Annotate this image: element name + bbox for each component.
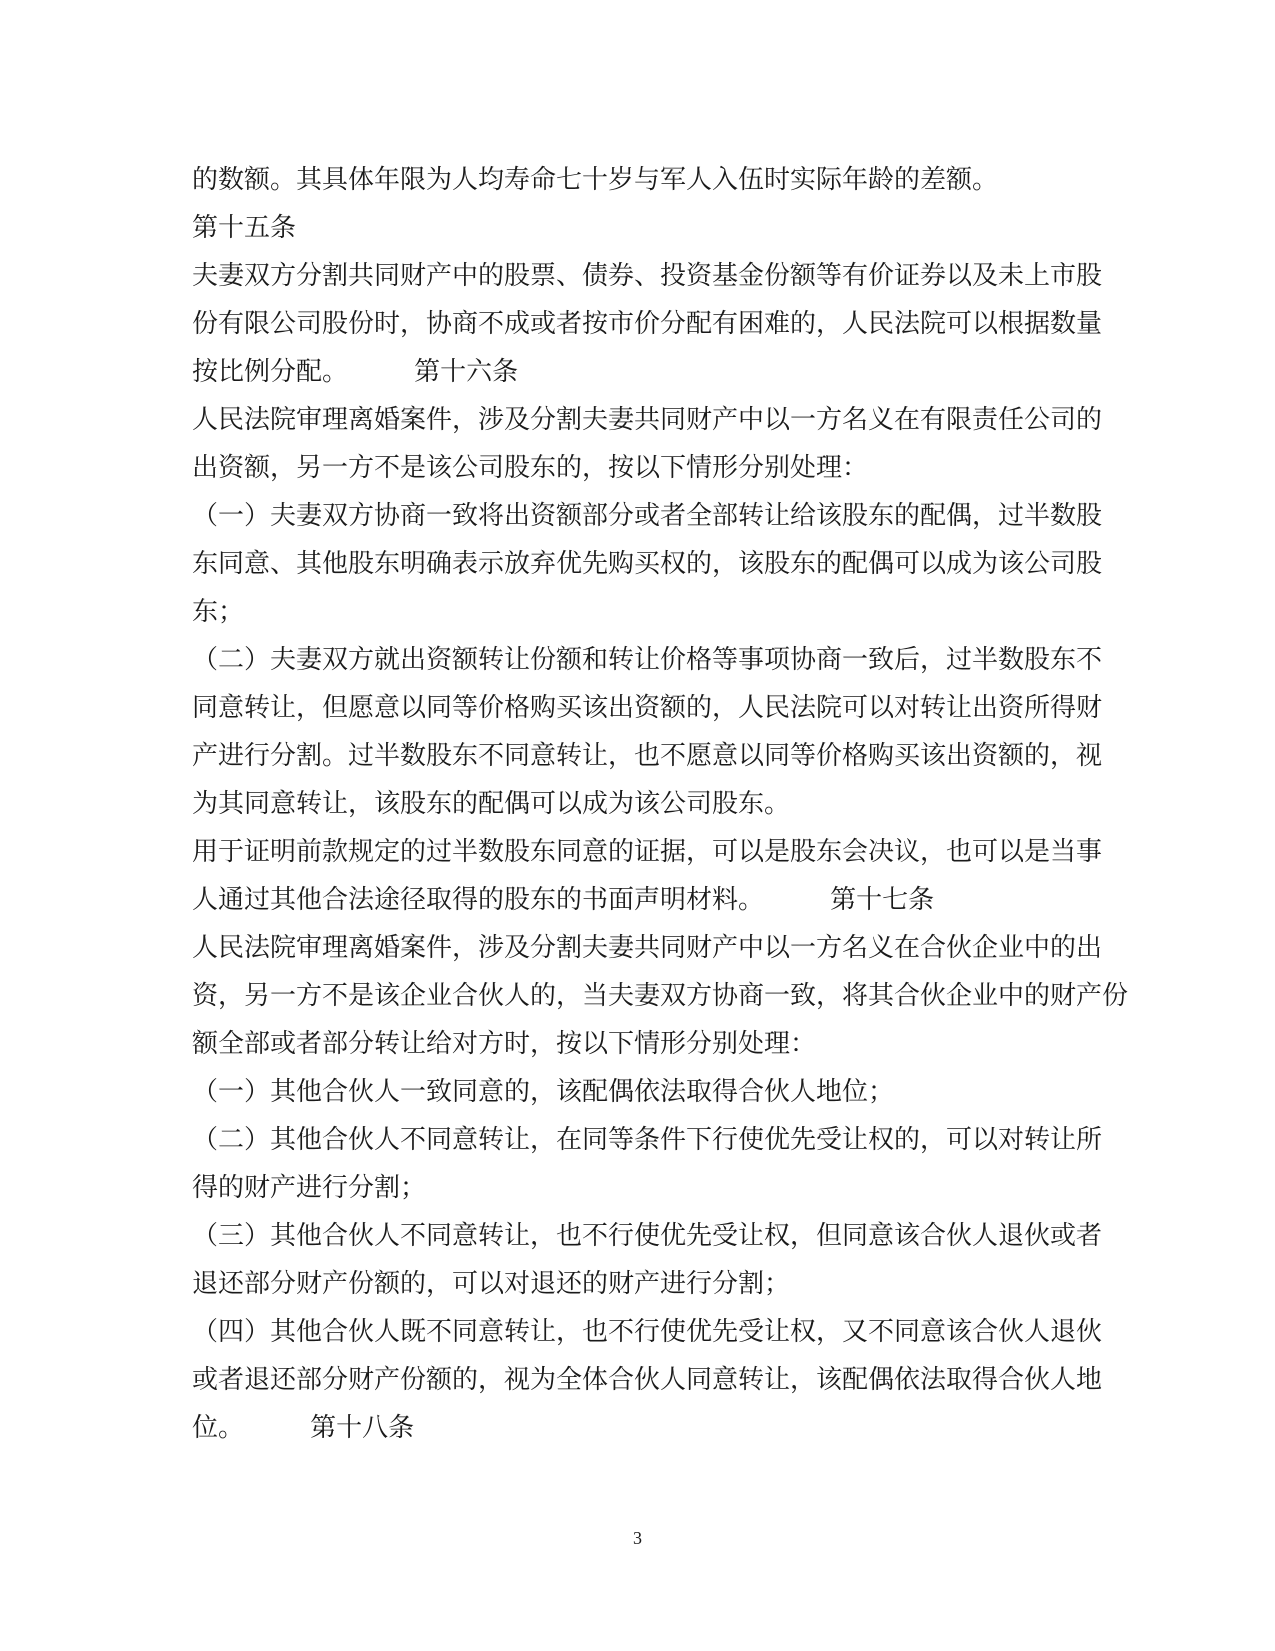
page-number: 3 bbox=[633, 1528, 642, 1548]
document-body bbox=[192, 156, 1129, 1452]
text-line: 为其同意转让，该股东的配偶可以成为该公司股东。 bbox=[192, 789, 791, 819]
text-line: 人民法院审理离婚案件，涉及分割夫妻共同财产中以一方名义在合伙企业中的出 bbox=[192, 933, 1103, 963]
text-line: 或者退还部分财产份额的，视为全体合伙人同意转让，该配偶依法取得合伙人地 bbox=[192, 1365, 1103, 1395]
article-heading: 第十五条 bbox=[192, 213, 297, 243]
text-line: 用于证明前款规定的过半数股东同意的证据，可以是股东会决议，也可以是当事 bbox=[192, 837, 1103, 867]
text-line: 东； bbox=[192, 597, 245, 627]
text-line: 按比例分配。 第十六条 bbox=[192, 357, 519, 387]
text-line: 退还部分财产份额的，可以对退还的财产进行分割； bbox=[192, 1269, 791, 1299]
text-line: 同意转让，但愿意以同等价格购买该出资额的，人民法院可以对转让出资所得财 bbox=[192, 693, 1103, 723]
text-line: （一）夫妻双方协商一致将出资额部分或者全部转让给该股东的配偶，过半数股 bbox=[192, 501, 1103, 531]
text-line: 人通过其他合法途径取得的股东的书面声明材料。 第十七条 bbox=[192, 885, 935, 915]
text-line: 资，另一方不是该企业合伙人的，当夫妻双方协商一致，将其合伙企业中的财产份 bbox=[192, 981, 1129, 1011]
text-line: 人民法院审理离婚案件，涉及分割夫妻共同财产中以一方名义在有限责任公司的 bbox=[192, 405, 1103, 435]
text-line: （二）其他合伙人不同意转让，在同等条件下行使优先受让权的，可以对转让所 bbox=[192, 1125, 1103, 1155]
text-line: 的数额。其具体年限为人均寿命七十岁与军人入伍时实际年龄的差额。 bbox=[192, 165, 999, 195]
text-line: 得的财产进行分割； bbox=[192, 1173, 427, 1203]
text-line: 夫妻双方分割共同财产中的股票、债券、投资基金份额等有价证券以及未上市股 bbox=[192, 261, 1103, 291]
text-line: 额全部或者部分转让给对方时，按以下情形分别处理： bbox=[192, 1029, 817, 1059]
text-line: （一）其他合伙人一致同意的，该配偶依法取得合伙人地位； bbox=[192, 1077, 895, 1107]
text-line: 位。 第十八条 bbox=[192, 1413, 415, 1443]
text-line: （四）其他合伙人既不同意转让，也不行使优先受让权，又不同意该合伙人退伙 bbox=[192, 1317, 1103, 1347]
text-line: 东同意、其他股东明确表示放弃优先购买权的，该股东的配偶可以成为该公司股 bbox=[192, 549, 1103, 579]
text-line: （三）其他合伙人不同意转让，也不行使优先受让权，但同意该合伙人退伙或者 bbox=[192, 1221, 1103, 1251]
text-line: （二）夫妻双方就出资额转让份额和转让价格等事项协商一致后，过半数股东不 bbox=[192, 645, 1103, 675]
text-line: 出资额，另一方不是该公司股东的，按以下情形分别处理： bbox=[192, 453, 869, 483]
text-line: 份有限公司股份时，协商不成或者按市价分配有困难的，人民法院可以根据数量 bbox=[192, 309, 1103, 339]
text-line: 产进行分割。过半数股东不同意转让，也不愿意以同等价格购买该出资额的，视 bbox=[192, 741, 1103, 771]
